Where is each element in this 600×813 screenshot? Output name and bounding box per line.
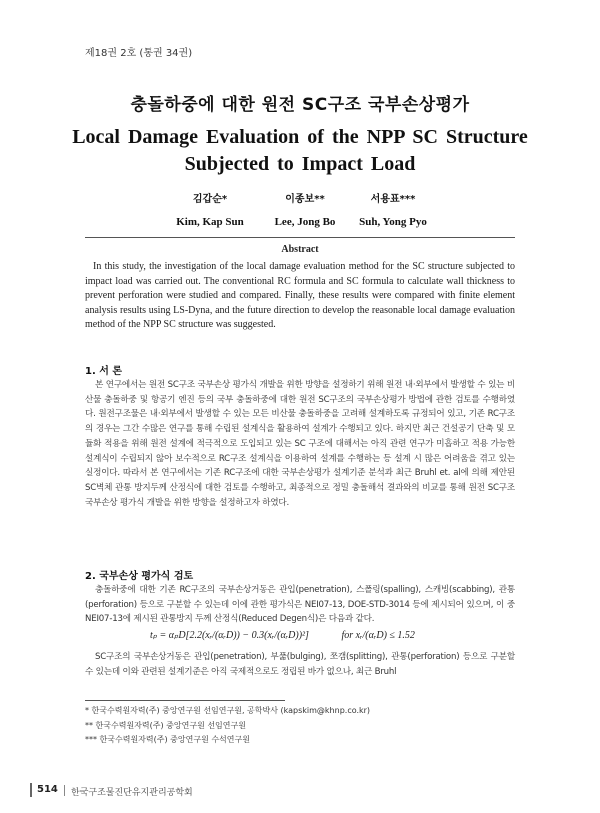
page-number: 514 bbox=[37, 784, 58, 795]
journal-name: 한국구조물진단유지관리공학회 bbox=[71, 788, 193, 798]
section-1-heading: 1. 서 론 bbox=[85, 366, 123, 377]
issue-header: 제18권 2호 (통권 34권) bbox=[85, 48, 193, 59]
section-2-paragraph-2: SC구조의 국부손상거동은 관입(penetration), 부풂(bulging), 쪼갬(splitting), 관통(perforation) 등으로 구분할 수 있는데 이와 관련된 설계기준은 아직 국제적으로도 정립된 바가 없으나, 최근 Bruhl bbox=[85, 652, 515, 677]
abstract-text: In this study, the investigation of the local damage evaluation method for the SC structure subjected to impact load was carried out. The conventional RC formula and SC formula to calculate wall thickness to prevent perforation were studied and compared. Finally, these results were compared with finite element analysis results using LS-Dyna, and the future direction to develop the reasonable local damage evaluation method of the NPP SC structure was suggested. bbox=[85, 261, 515, 330]
author-1 bbox=[155, 189, 265, 233]
author-1-english-name: Kim, Kap Sun bbox=[176, 216, 244, 228]
abstract-heading: Abstract bbox=[281, 244, 319, 255]
english-title-line-2: Subjected to Impact Load bbox=[184, 153, 416, 175]
reduced-degen-equation bbox=[150, 630, 415, 641]
footnote-1: * 한국수력원자력(주) 중앙연구원 선임연구원, 공학박사 (kapskim@khnp.co.kr) bbox=[85, 706, 371, 715]
section-1-text: 본 연구에서는 원전 SC구조 국부손상 평가식 개발을 위한 방향을 설정하기 위해 원전 내·외부에서 발생할 수 있는 비산물 충돌하중 및 항공기 엔진 등의 국부 충돌하중에 대한 원전 SC구조의 국부손상평가 방법에 관한 검토를 수행하였다. 원전구조물은 내·외부에서 발생할 수 있는 모든 비산물 충돌하중을 고려해 설계하도록 규정되어 있고, 기존 RC구조의 경우는 그간 수많은 연구를 통해 수립된 설계식을 활용하여 설계가 수행되고 있다. 하지만 최근 건설공기 단축 및 모듈화 적용을 위해 원전 설계에 적극적으로 도입되고 있는 SC 구조에 대해서는 아직 관련 연구가 미흡하고 적용 가능한 설계식이 수립되지 않아 보수적으로 RC구조 설계식을 이용하여 설계를 수행하는 등 설계 시 많은 어려움을 겪고 있는 실정이다. 따라서 본 연구에서는 기존 RC구조에 대한 국부손상평가 설계기준 분석과 최근 Bruhl et. al에 의해 제안된 SC벽체 관통 방지두께 산정식에 대한 검토를 수행하고, 최종적으로 정밀 충돌해석 결과와의 비교를 통해 원전 SC구조 국부손상 평가식 개발을 위한 방향을 설정하고자 하였다. bbox=[85, 380, 515, 508]
korean-title: 충돌하중에 대한 원전 SC구조 국부손상평가 bbox=[130, 95, 470, 115]
equation-formula: tₚ = αₚD[2.2(xᵣ/(αᵣD)) − 0.3(xᵣ/(αᵣD))²] bbox=[150, 630, 309, 641]
section-2-paragraph-1: 충돌하중에 대한 기존 RC구조의 국부손상거동은 관입(penetration), 스폴링(spalling), 스캐빙(scabbing), 관통(perforation) 등으로 구분할 수 있는데 이에 관한 평가식은 NEI07-13, DOE-STD-3014 등에 제시되어 있으며, 이 중 NEI07-13에 제시된 관통방지 두께 산정식(Reduced Degen식)은 다음과 같다. bbox=[85, 585, 515, 625]
author-2-korean-name: 이종보** bbox=[285, 194, 325, 205]
author-1-korean-name: 김갑순* bbox=[192, 194, 228, 205]
footnote-list bbox=[85, 704, 370, 748]
section-2-heading: 2. 국부손상 평가식 검토 bbox=[85, 571, 194, 582]
abstract-divider bbox=[85, 237, 515, 238]
author-3-english-name: Suh, Yong Pyo bbox=[359, 216, 427, 228]
english-title bbox=[0, 124, 600, 178]
footnote-3: *** 한국수력원자력(주) 중앙연구원 수석연구원 bbox=[85, 735, 250, 744]
footer-divider bbox=[64, 785, 65, 796]
equation-condition: for xᵣ/(αᵣD) ≤ 1.52 bbox=[341, 630, 415, 641]
author-3 bbox=[338, 189, 448, 233]
footer-accent-bar bbox=[30, 783, 32, 797]
author-3-korean-name: 서용표*** bbox=[370, 194, 416, 205]
author-2-english-name: Lee, Jong Bo bbox=[274, 216, 336, 228]
footnote-2: ** 한국수력원자력(주) 중앙연구원 선임연구원 bbox=[85, 720, 246, 730]
footnote-divider bbox=[85, 700, 285, 701]
english-title-line-1: Local Damage Evaluation of the NPP SC Structure bbox=[72, 126, 528, 148]
